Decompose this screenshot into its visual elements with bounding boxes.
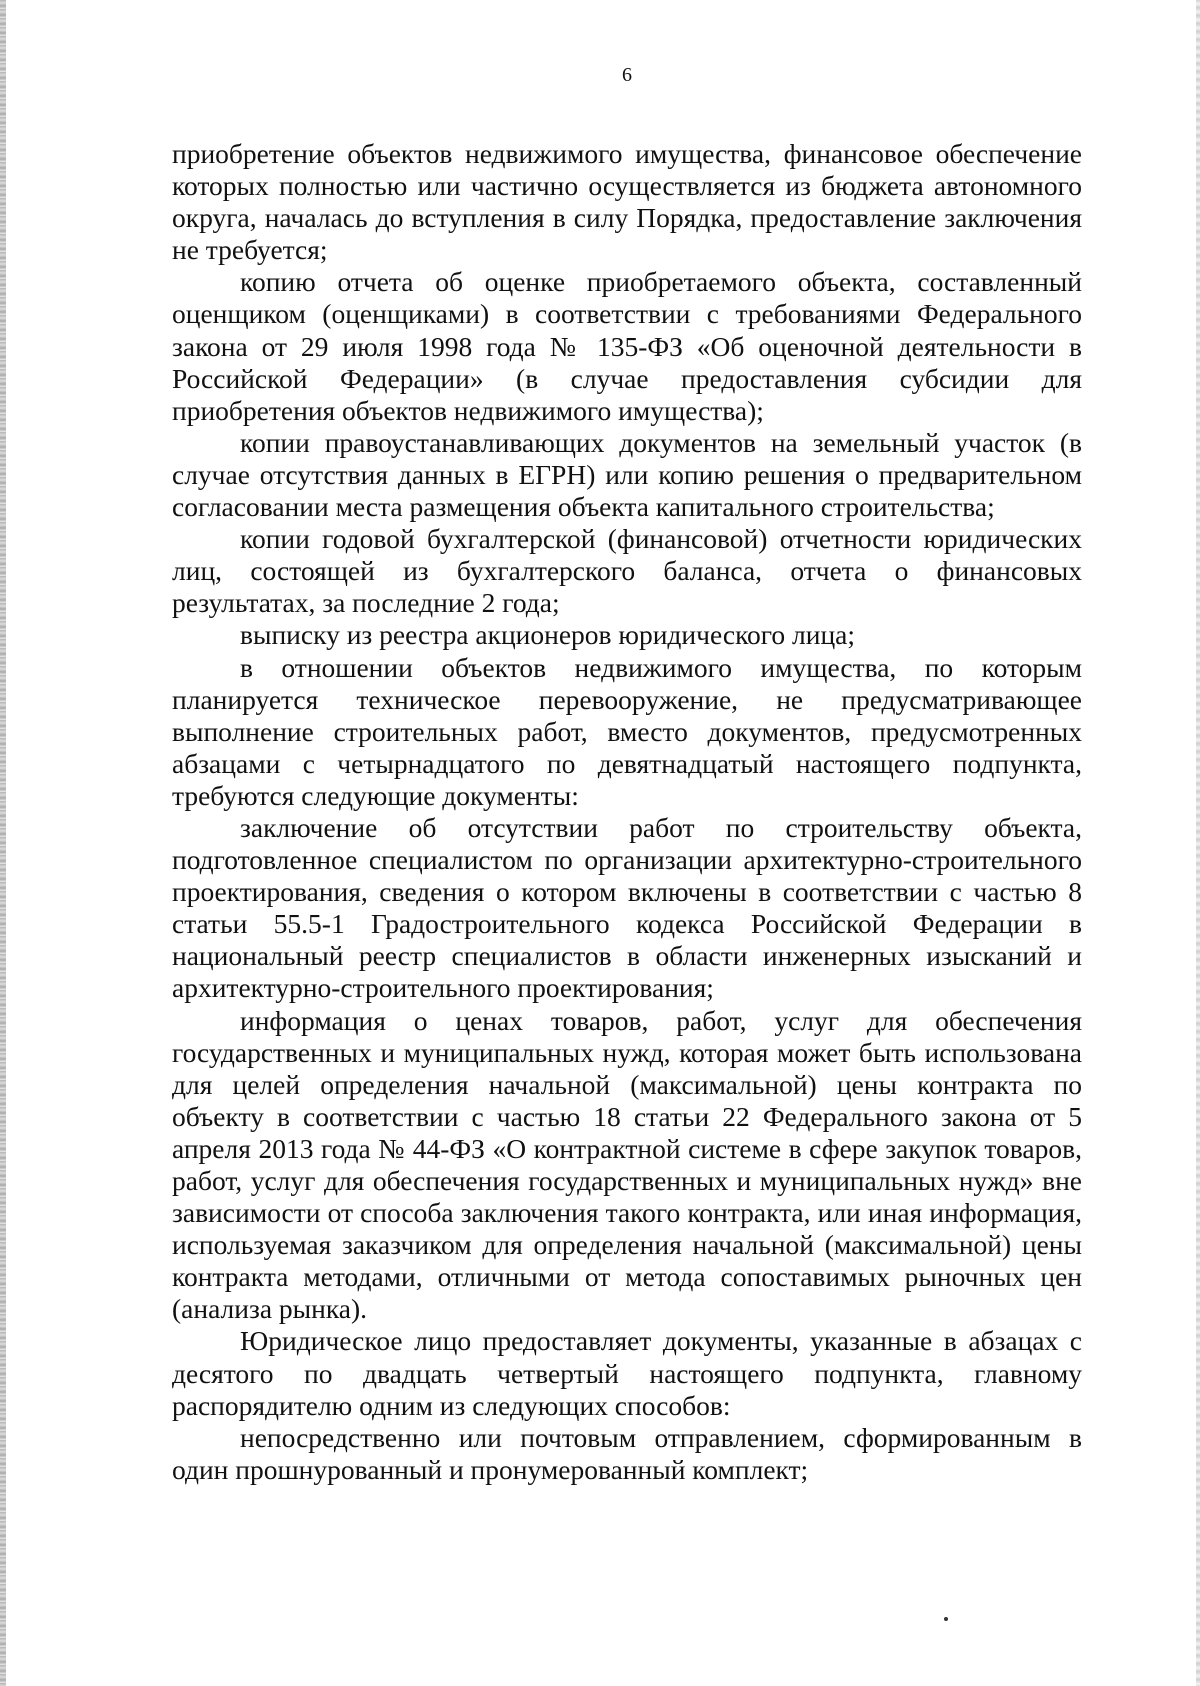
paragraph: Юридическое лицо предоставляет документы, указанные в абзацах с десятого по двадцать четвертый настоящего подпункта, главному распорядителю одним из следующих способов: (172, 1325, 1082, 1421)
scan-left-edge (0, 0, 6, 1686)
paragraph: заключение об отсутствии работ по строительству объекта, подготовленное специалистом по организации архитектурно-строительного проектирования, сведения о котором включены в соответствии с частью 8 статьи 55.5-1 Градостроительного кодекса Российской Федерации в национальный реестр специалистов в области инженерных изысканий и архитектурно-строительного проектирования; (172, 811, 1082, 1004)
page-number: 6 (622, 64, 632, 86)
paragraph: в отношении объектов недвижимого имущества, по которым планируется техническое перевооружение, не предусматривающее выполнение строительных работ, вместо документов, предусмотренных абзацами с четырнадцатого по девятнадцатый настоящего подпункта, требуются следующие документы: (172, 651, 1082, 811)
paragraph: приобретение объектов недвижимого имущества, финансовое обеспечение которых полностью или частично осуществляется из бюджета автономного округа, началась до вступления в силу Порядка, предоставление заключения не требуется; (172, 138, 1082, 266)
scan-right-edge (1196, 0, 1200, 1686)
paragraph: копии правоустанавливающих документов на земельный участок (в случае отсутствия данных в ЕГРН) или копию решения о предварительном согласовании места размещения объекта капитального строительства; (172, 426, 1082, 523)
document-body (172, 138, 1082, 1486)
paragraph: копию отчета об оценке приобретаемого объекта, составленный оценщиком (оценщиками) в соответствии с требованиями Федерального закона от 29 июля 1998 года № 135-ФЗ «Об оценочной деятельности в Российской Федерации» (в случае предоставления субсидии для приобретения объектов недвижимого имущества); (172, 266, 1082, 426)
paragraph: непосредственно или почтовым отправлением, сформированным в один прошнурованный и пронумерованный комплект; (172, 1421, 1082, 1485)
paragraph: копии годовой бухгалтерской (финансовой) отчетности юридических лиц, состоящей из бухгалтерского баланса, отчета о финансовых результатах, за последние 2 года; (172, 523, 1082, 619)
paragraph: информация о ценах товаров, работ, услуг для обеспечения государственных и муниципальных нужд, которая может быть использована для целей определения начальной (максимальной) цены контракта по объекту в соответствии с частью 18 статьи 22 Федерального закона от 5 апреля 2013 года № 44-ФЗ «О контрактной системе в сфере закупок товаров, работ, услуг для обеспечения государственных и муниципальных нужд» вне зависимости от способа заключения такого контракта, или иная информация, используемая заказчиком для определения начальной (максимальной) цены контракта методами, отличными от метода сопоставимых рыночных цен (анализа рынка). (172, 1004, 1082, 1325)
paragraph: выписку из реестра акционеров юридического лица; (240, 619, 856, 651)
scan-speck (944, 1617, 948, 1621)
